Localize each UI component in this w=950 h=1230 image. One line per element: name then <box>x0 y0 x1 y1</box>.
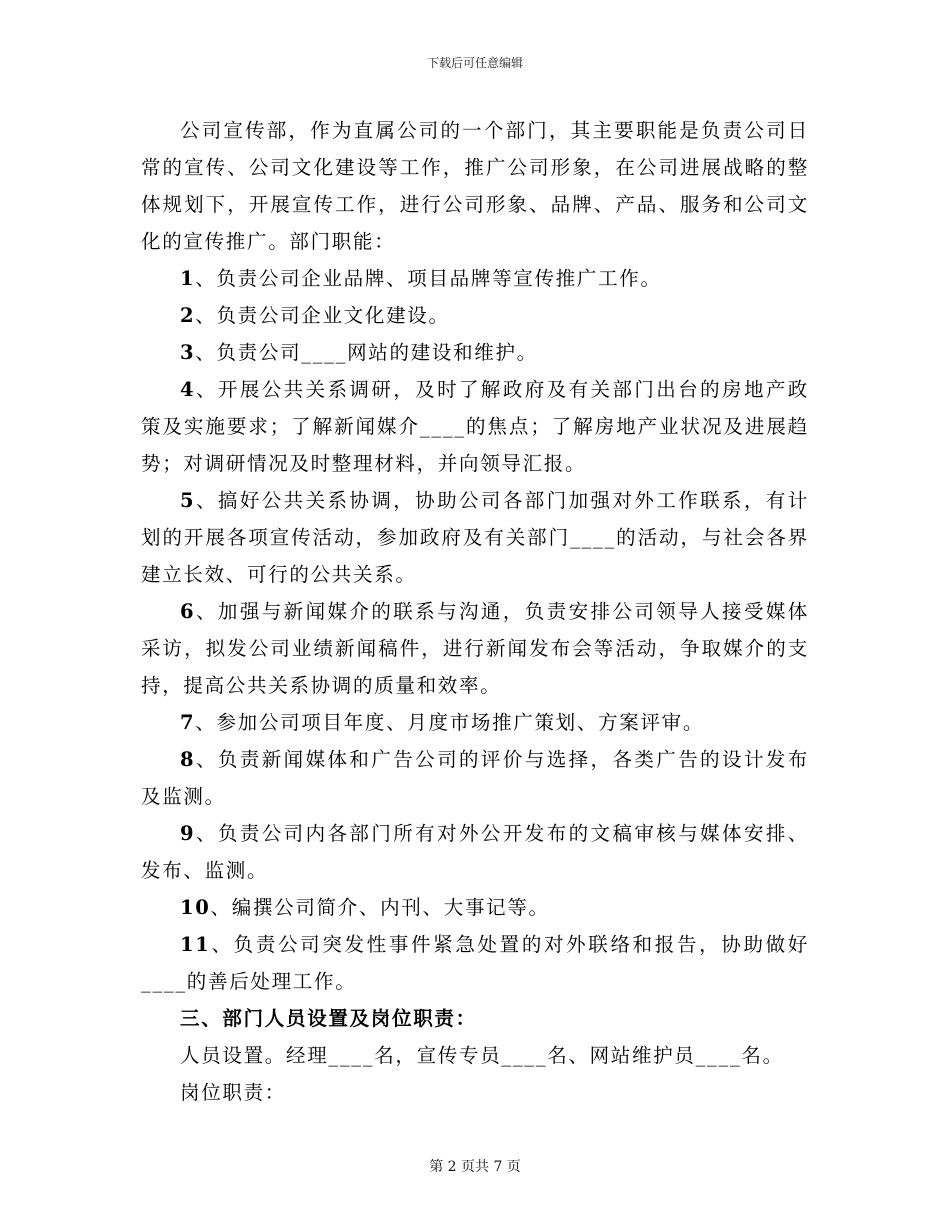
item-number: 2 <box>180 304 196 327</box>
item-text: 、加强与新闻媒介的联系与沟通，负责安排公司领导人接受媒体采访，拟发公司业绩新闻稿件，进行新闻发布会等活动，争取媒介的支持，提高公共关系协调的质量和效率。 <box>141 600 809 697</box>
duty-item-4 <box>141 371 809 482</box>
item-number: 8 <box>180 748 196 771</box>
item-number: 7 <box>180 711 196 734</box>
duty-item-1 <box>141 260 809 297</box>
item-text: 、参加公司项目年度、月度市场推广策划、方案评审。 <box>195 711 705 734</box>
item-text: 、负责公司企业文化建设。 <box>195 304 450 327</box>
item-number: 5 <box>180 489 196 512</box>
staffing-paragraph: 人员设置。经理____名，宣传专员____名、网站维护员____名。 <box>180 1044 784 1067</box>
item-number: 1 <box>180 267 196 290</box>
section-heading: 三、部门人员设置及岗位职责： <box>180 1007 477 1030</box>
duty-item-10 <box>141 889 809 926</box>
duty-item-5 <box>141 482 809 593</box>
item-text: 、编撰公司简介、内刊、大事记等。 <box>210 896 550 919</box>
item-text: 、负责公司突发性事件紧急处置的对外联络和报告，协助做好____的善后处理工作。 <box>141 933 809 993</box>
item-text: 、开展公共关系调研，及时了解政府及有关部门出台的房地产政策及实施要求；了解新闻媒介____的焦点；了解房地产业状况及进展趋势；对调研情况及时整理材料，并向领导汇报。 <box>141 378 809 475</box>
duty-item-7 <box>141 704 809 741</box>
duty-item-6 <box>141 593 809 704</box>
page-header: 下载后可任意编辑 <box>426 56 523 70</box>
intro-paragraph: 公司宣传部，作为直属公司的一个部门，其主要职能是负责公司日常的宣传、公司文化建设等工作，推广公司形象，在公司进展战略的整体规划下，开展宣传工作，进行公司形象、品牌、产品、服务和公司文化的宣传推广。部门职能： <box>141 119 809 253</box>
page-footer: 第 2 页共 7 页 <box>429 1159 521 1175</box>
item-text: 、负责公司____网站的建设和维护。 <box>195 341 538 364</box>
duty-item-8 <box>141 741 809 815</box>
job-duties-label: 岗位职责： <box>180 1081 287 1104</box>
duty-item-3 <box>141 334 809 371</box>
document-body <box>141 112 809 1111</box>
item-number: 10 <box>180 896 211 919</box>
item-number: 3 <box>180 341 196 364</box>
item-number: 6 <box>180 600 196 623</box>
item-text: 、负责公司内各部门所有对外公开发布的文稿审核与媒体安排、发布、监测。 <box>141 822 809 882</box>
item-number: 9 <box>180 822 196 845</box>
item-text: 、负责新闻媒体和广告公司的评价与选择，各类广告的设计发布及监测。 <box>141 748 809 808</box>
item-text: 、搞好公共关系协调，协助公司各部门加强对外工作联系，有计划的开展各项宣传活动，参加政府及有关部门____的活动，与社会各界建立长效、可行的公共关系。 <box>141 489 809 586</box>
item-number: 4 <box>180 378 196 401</box>
duty-item-11 <box>141 926 809 1000</box>
duty-item-2 <box>141 297 809 334</box>
duty-item-9 <box>141 815 809 889</box>
item-number: 11 <box>180 933 211 956</box>
item-text: 、负责公司企业品牌、项目品牌等宣传推广工作。 <box>195 267 662 290</box>
